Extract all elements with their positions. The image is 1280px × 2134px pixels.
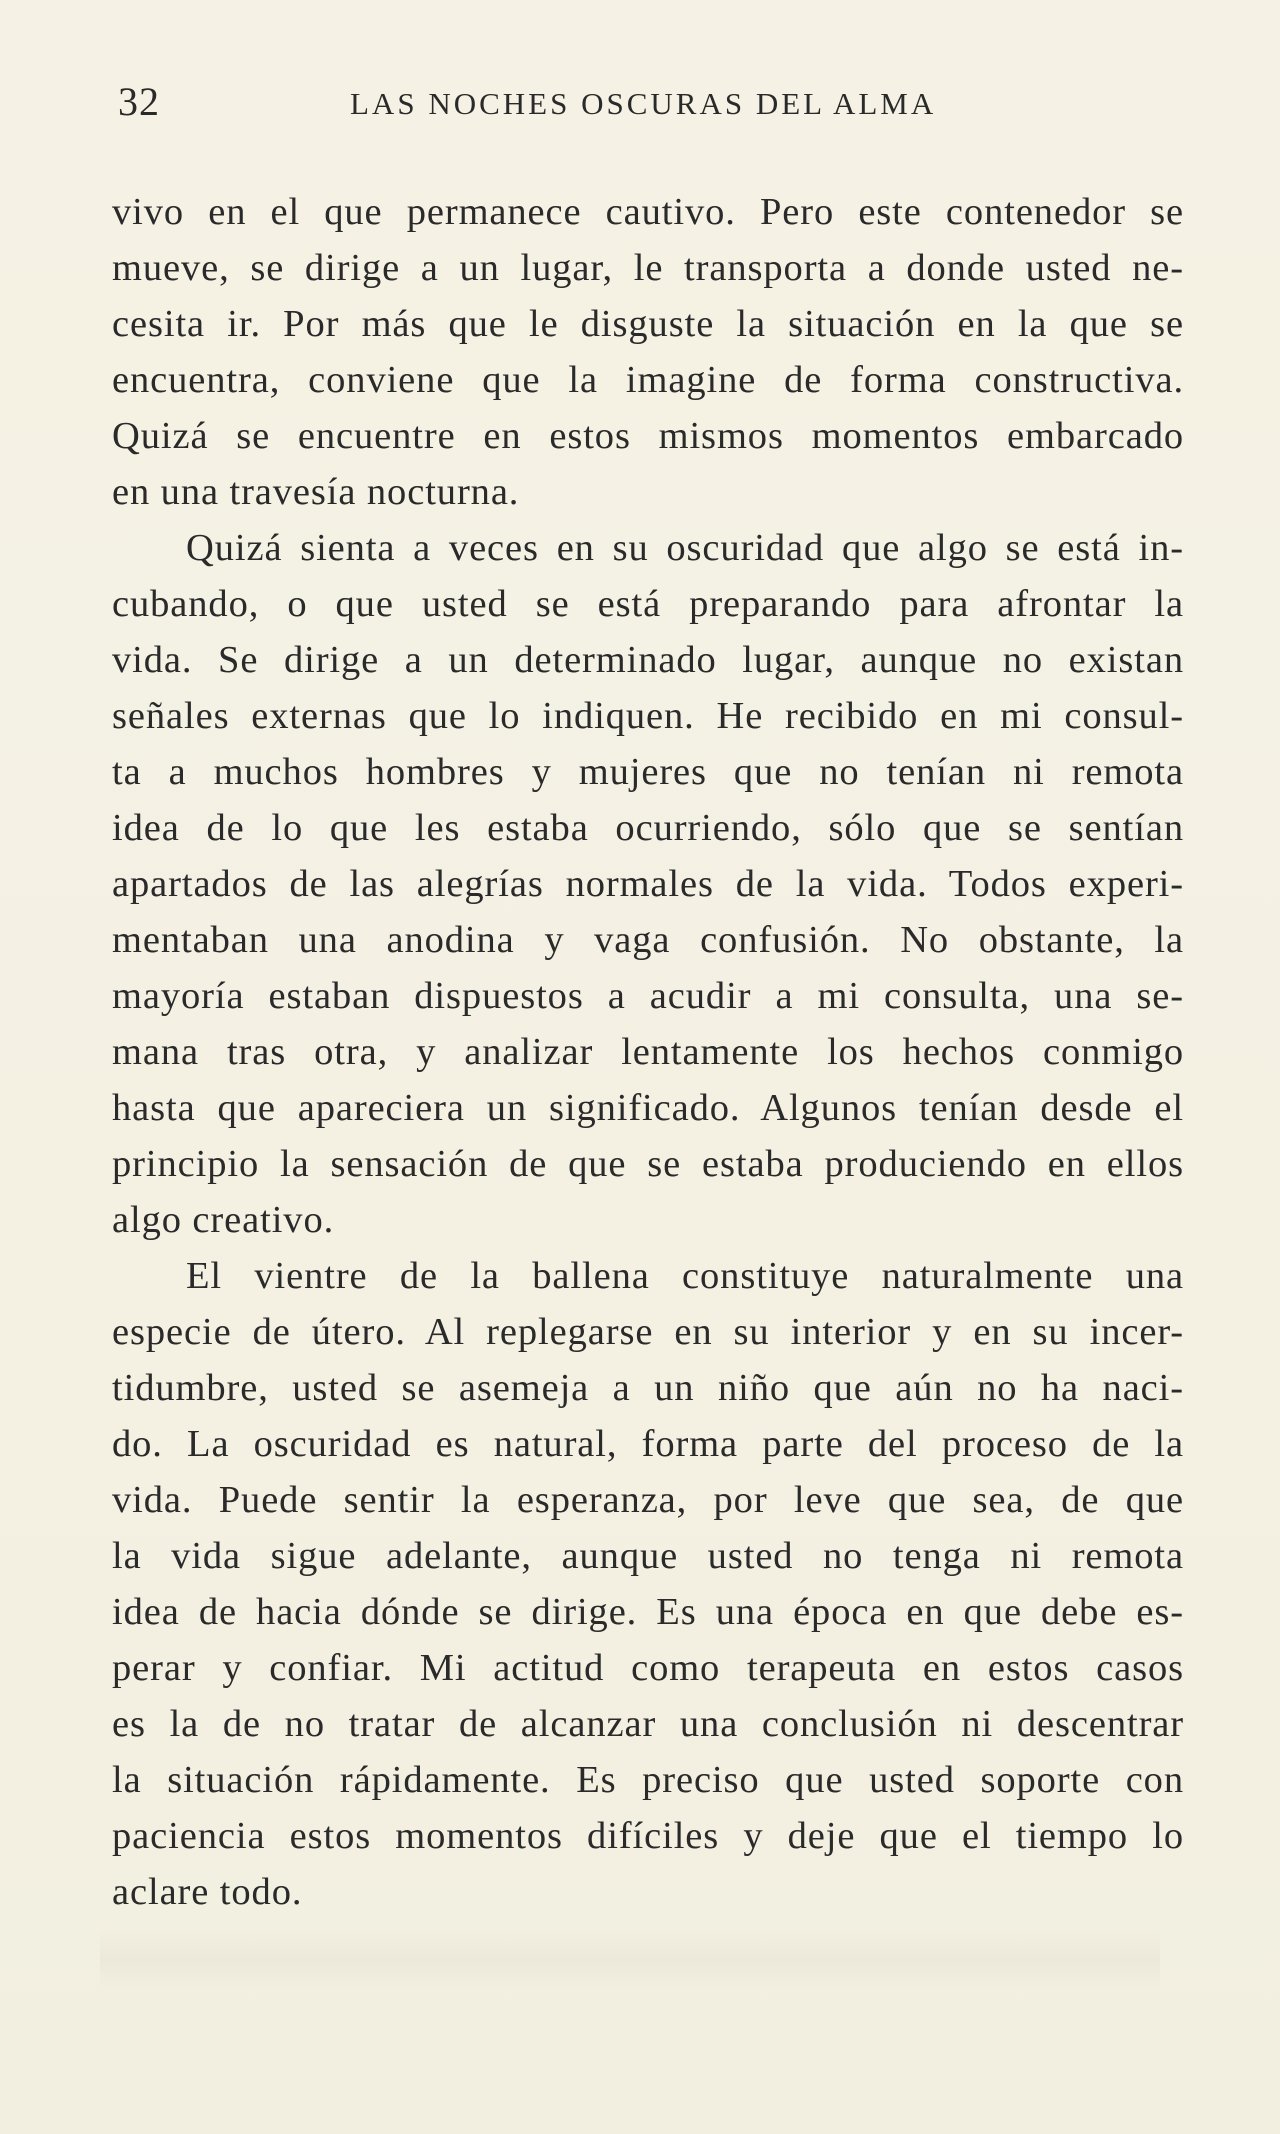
text-line: especie de útero. Al replegarse en su interior y en su incer- xyxy=(112,1311,1184,1353)
running-head xyxy=(118,72,1178,132)
text-line: cesita ir. Por más que le disguste la situación en la que se xyxy=(112,303,1184,345)
page-number: 32 xyxy=(118,79,160,124)
book-title: LAS NOCHES OSCURAS DEL ALMA xyxy=(350,86,937,121)
text-line: mentaban una anodina y vaga confusión. No obstante, la xyxy=(112,919,1184,961)
text-line: do. La oscuridad es natural, forma parte del proceso de la xyxy=(112,1423,1184,1465)
text-line: algo creativo. xyxy=(112,1199,335,1241)
text-line: perar y confiar. Mi actitud como terapeuta en estos casos xyxy=(112,1647,1184,1689)
text-line: paciencia estos momentos difíciles y deje que el tiempo lo xyxy=(112,1815,1184,1857)
text-line: señales externas que lo indiquen. He recibido en mi consul- xyxy=(112,695,1184,737)
text-line: Quizá sienta a veces en su oscuridad que algo se está in- xyxy=(186,527,1184,569)
text-line: mana tras otra, y analizar lentamente los hechos conmigo xyxy=(112,1031,1184,1073)
text-line: vida. Puede sentir la esperanza, por leve que sea, de que xyxy=(112,1479,1184,1521)
text-line: es la de no tratar de alcanzar una conclusión ni descentrar xyxy=(112,1703,1184,1745)
text-line: idea de hacia dónde se dirige. Es una época en que debe es- xyxy=(112,1591,1184,1633)
text-line: vivo en el que permanece cautivo. Pero este contenedor se xyxy=(112,191,1184,233)
text-line: tidumbre, usted se asemeja a un niño que aún no ha naci- xyxy=(112,1367,1184,1409)
text-line: la vida sigue adelante, aunque usted no tenga ni remota xyxy=(112,1535,1184,1577)
text-line: cubando, o que usted se está preparando para afrontar la xyxy=(112,583,1184,625)
text-line: mueve, se dirige a un lugar, le transporta a donde usted ne- xyxy=(112,247,1184,289)
text-line: ta a muchos hombres y mujeres que no tenían ni remota xyxy=(112,751,1184,793)
text-line: la situación rápidamente. Es preciso que usted soporte con xyxy=(112,1759,1184,1801)
text-line: vida. Se dirige a un determinado lugar, aunque no existan xyxy=(112,639,1184,681)
text-line: Quizá se encuentre en estos mismos momentos embarcado xyxy=(112,415,1184,457)
body-text xyxy=(112,184,1184,1920)
paragraph xyxy=(112,184,1184,520)
text-line: mayoría estaban dispuestos a acudir a mi consulta, una se- xyxy=(112,975,1184,1017)
text-line: principio la sensación de que se estaba produciendo en ellos xyxy=(112,1143,1184,1185)
scan-shadow xyxy=(100,1930,1160,1990)
text-line: aclare todo. xyxy=(112,1871,303,1913)
paragraph xyxy=(112,520,1184,1248)
text-line: hasta que apareciera un significado. Algunos tenían desde el xyxy=(112,1087,1184,1129)
paragraph xyxy=(112,1248,1184,1920)
text-line: en una travesía nocturna. xyxy=(112,471,520,513)
text-line: El vientre de la ballena constituye naturalmente una xyxy=(186,1255,1184,1297)
text-line: idea de lo que les estaba ocurriendo, sólo que se sentían xyxy=(112,807,1184,849)
text-line: apartados de las alegrías normales de la vida. Todos experi- xyxy=(112,863,1184,905)
text-line: encuentra, conviene que la imagine de forma constructiva. xyxy=(112,359,1184,401)
